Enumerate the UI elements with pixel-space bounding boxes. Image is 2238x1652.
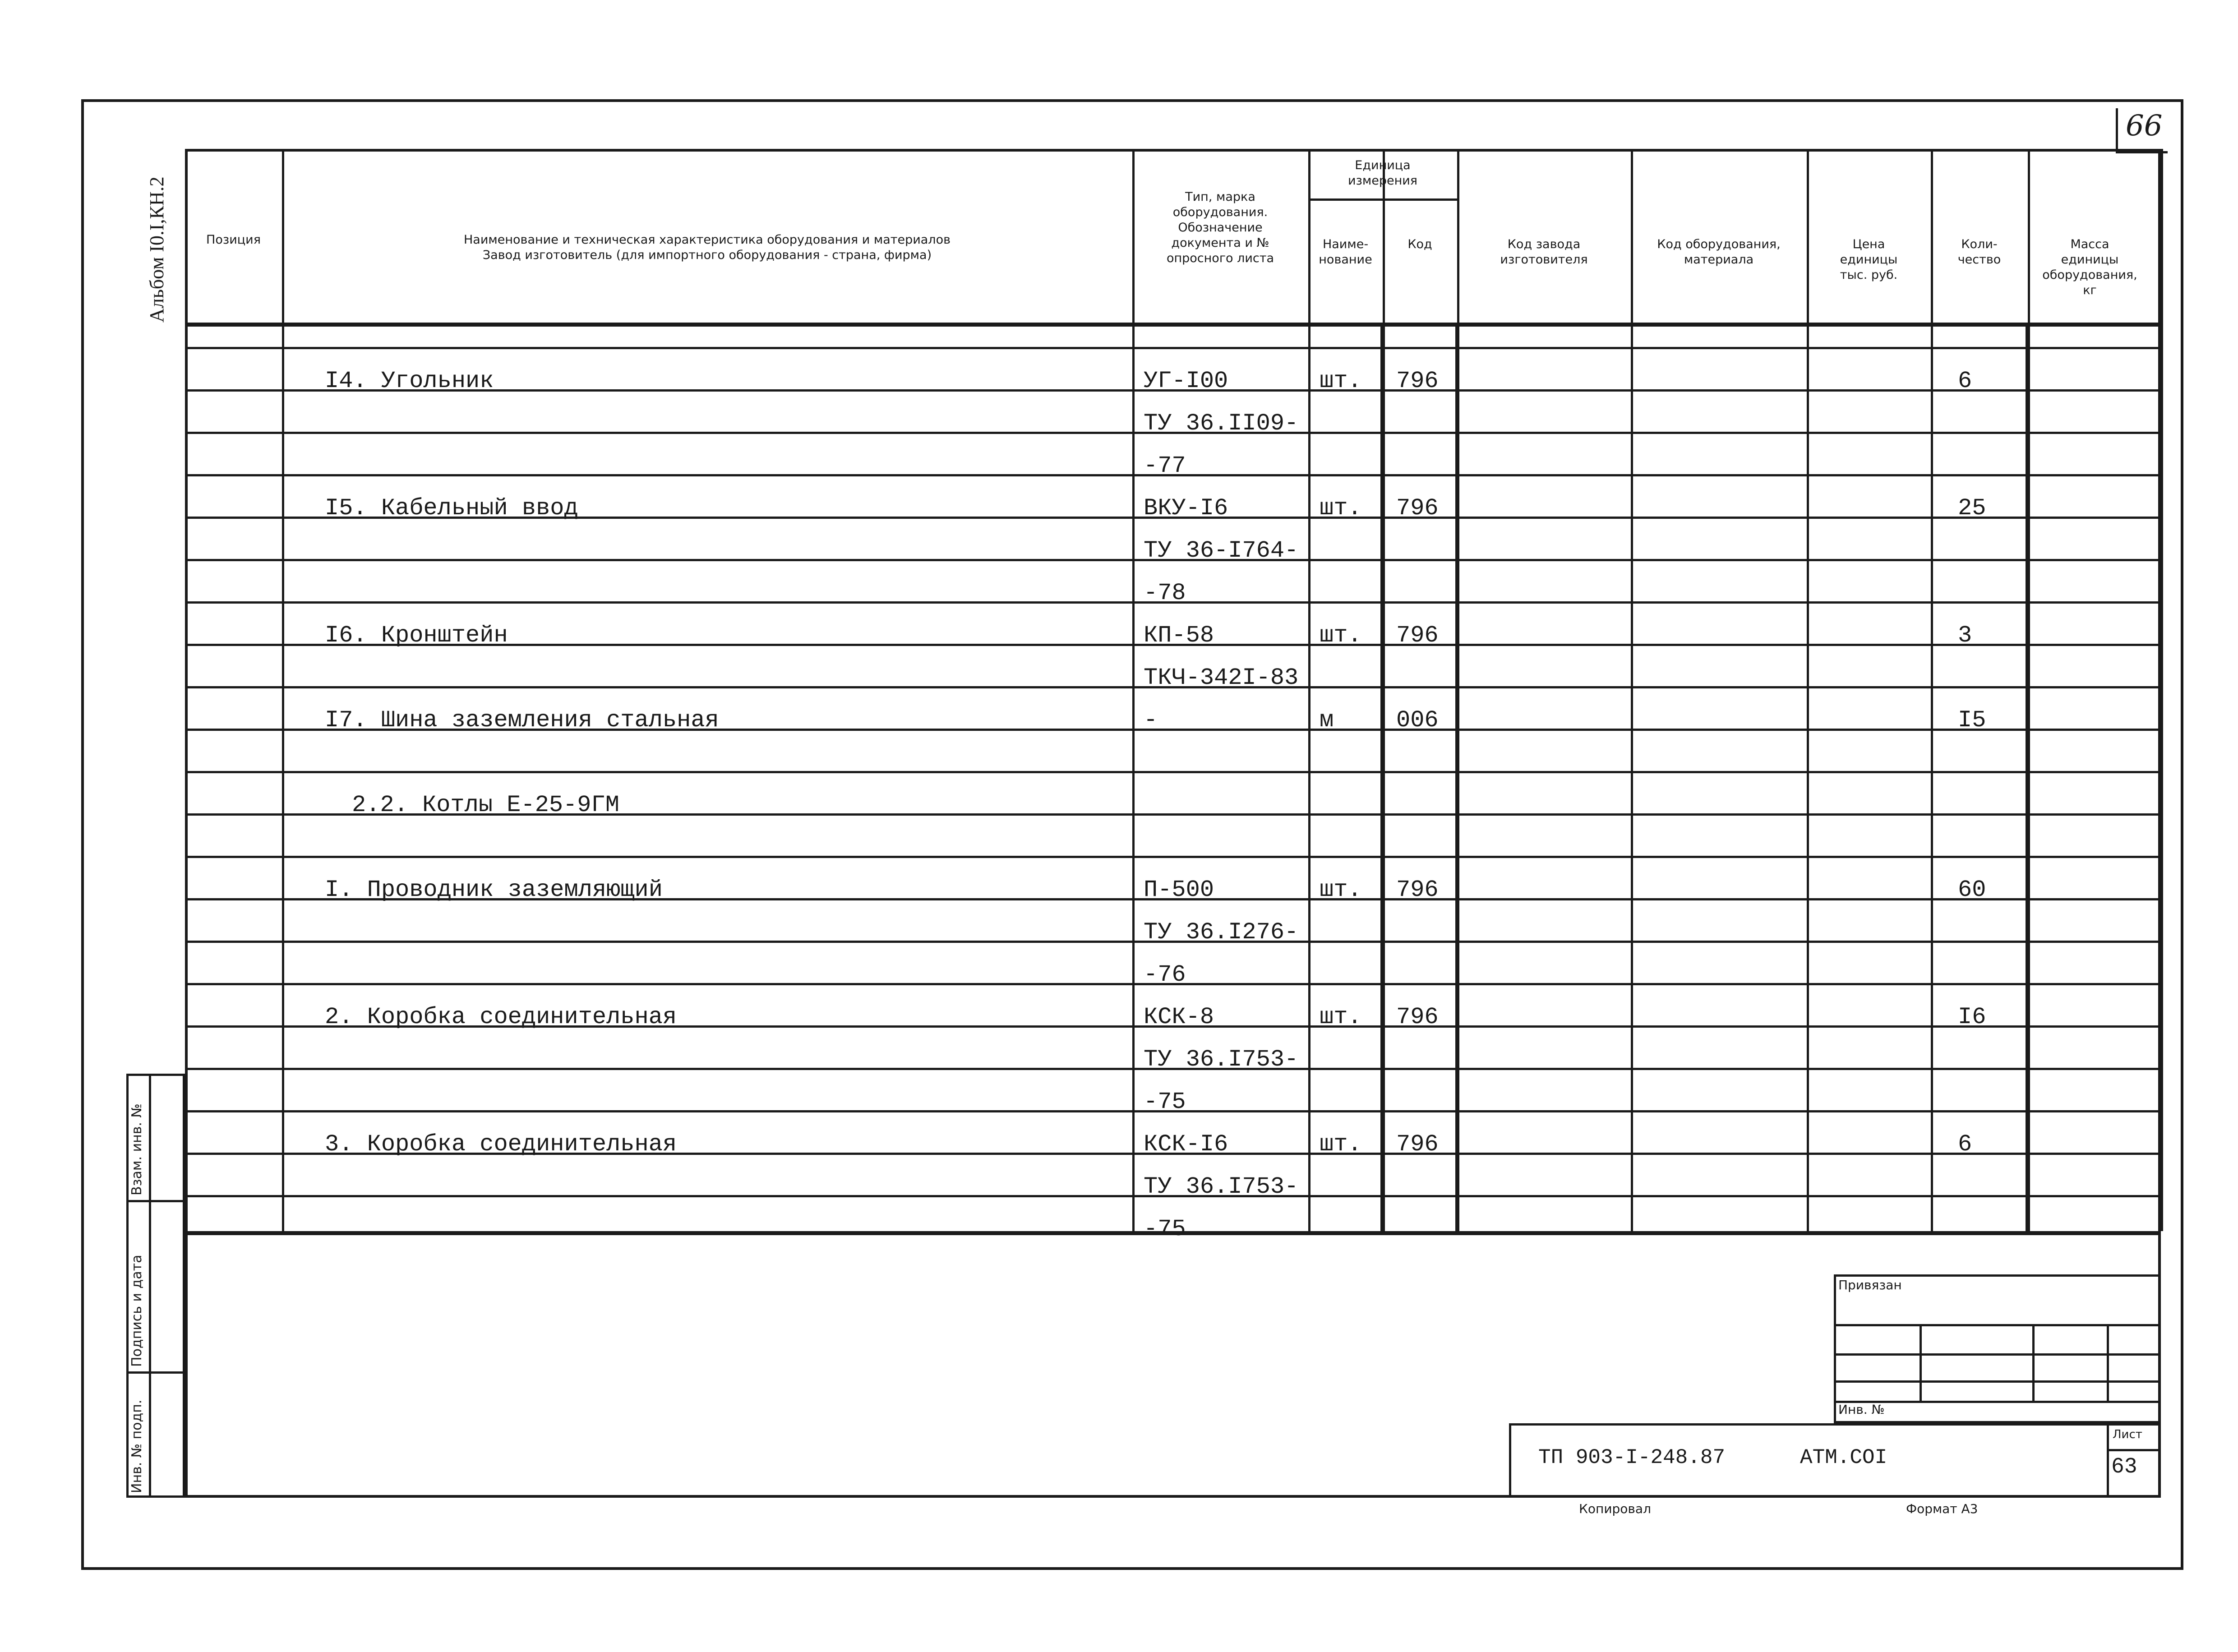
row-type-mark: П-500 — [1144, 877, 1214, 903]
linked-rule — [1834, 1324, 2161, 1326]
page-number-handwritten: 66 — [2126, 109, 2163, 143]
row-unit-code: 796 — [1396, 368, 1439, 394]
row-type-mark: ТКЧ-342I-83 — [1144, 664, 1299, 691]
row-unit-code: 796 — [1396, 1004, 1439, 1030]
row-unit-name: м — [1320, 707, 1334, 734]
row-unit-code: 796 — [1396, 1131, 1439, 1158]
row-type-mark: ТУ 36.I753- — [1144, 1173, 1299, 1200]
row-type-mark: УГ-I00 — [1144, 368, 1228, 394]
row-unit-name: шт. — [1320, 622, 1362, 649]
side-stamp-divider — [149, 1074, 151, 1498]
row-name: I5. Кабельный ввод — [325, 495, 578, 521]
row-type-mark: ТУ 36.II09- — [1144, 410, 1299, 437]
row-name: I. Проводник заземляющий — [325, 877, 663, 903]
row-type-mark: -75 — [1144, 1089, 1186, 1115]
row-name: 2.2. Котлы Е-25-9ГМ — [352, 792, 619, 818]
header-quantity: Коли- чество — [1957, 237, 2001, 267]
header-equipment-code: Код оборудования, материала — [1657, 237, 1781, 267]
document-code: ТП 903-I-248.87 — [1538, 1446, 1726, 1469]
row-type-mark: ТУ 36.I276- — [1144, 919, 1299, 946]
row-type-mark: -76 — [1144, 961, 1186, 988]
row-unit-name: шт. — [1320, 368, 1362, 394]
header-bottom-rule — [185, 323, 2161, 327]
header-unit-group: Единица измерения — [1347, 158, 1418, 188]
row-quantity: I5 — [1958, 707, 1986, 734]
row-type-mark: КП-58 — [1144, 622, 1214, 649]
row-name: 2. Коробка соединительная — [325, 1004, 677, 1030]
title-divider — [2107, 1423, 2109, 1498]
row-type-mark: ТУ 36.I753- — [1144, 1046, 1299, 1073]
sheet-label: Лист — [2113, 1428, 2142, 1441]
mark-code: АТМ.COI — [1800, 1446, 1887, 1469]
row-rule — [185, 771, 2161, 773]
header-name: Наименование и техническая характеристика оборудования и материалов Завод изготовитель (для импортного оборудования - страна, фирма) — [463, 233, 951, 262]
row-type-mark: -75 — [1144, 1216, 1186, 1242]
row-unit-code: 796 — [1396, 877, 1439, 903]
linked-divider — [2107, 1324, 2109, 1401]
row-quantity: I6 — [1958, 1004, 1986, 1030]
format-label: Формат А3 — [1906, 1501, 1978, 1516]
row-type-mark: ТУ 36-I764- — [1144, 537, 1299, 564]
row-type-mark: КСК-I6 — [1144, 1131, 1228, 1158]
row-name: I4. Угольник — [325, 368, 494, 394]
header-unit-code: Код — [1407, 237, 1432, 251]
header-unit-mass: Масса единицы оборудования, кг — [2042, 237, 2137, 297]
row-quantity: 3 — [1958, 622, 1972, 649]
side-label-replace: Взам. инв. № — [129, 1103, 145, 1195]
row-rule — [185, 856, 2161, 858]
row-rule — [185, 347, 2161, 349]
title-rule — [2107, 1449, 2161, 1451]
row-type-mark: ВКУ-I6 — [1144, 495, 1228, 521]
linked-divider — [1920, 1324, 1922, 1401]
row-unit-name: шт. — [1320, 495, 1362, 521]
column-divider-thick — [1380, 323, 1384, 1231]
linked-rule — [1834, 1353, 2161, 1356]
header-unit-name: Наиме- нование — [1319, 237, 1372, 267]
linked-rule — [1834, 1380, 2161, 1383]
album-label: Альбом I0.I,КН.2 — [146, 176, 168, 323]
row-unit-name: шт. — [1320, 1004, 1362, 1030]
row-quantity: 6 — [1958, 1131, 1972, 1158]
row-name: I7. Шина заземления стальная — [325, 707, 719, 734]
header-top-rule — [185, 149, 2161, 151]
header-position: Позиция — [206, 233, 261, 247]
inventory-label: Инв. № — [1838, 1402, 1885, 1417]
row-quantity: 6 — [1958, 368, 1972, 394]
row-unit-code: 796 — [1396, 622, 1439, 649]
row-unit-name: шт. — [1320, 1131, 1362, 1158]
column-divider — [2161, 149, 2163, 1231]
header-type-mark: Тип, марка оборудования. Обозначение документа и № опросного листа — [1166, 190, 1274, 265]
row-quantity: 60 — [1958, 877, 1986, 903]
row-type-mark: -77 — [1144, 452, 1186, 479]
side-label-signature: Подпись и дата — [129, 1255, 145, 1367]
side-stamp-rule — [126, 1200, 185, 1202]
column-divider-thick — [2026, 323, 2030, 1231]
row-name: 3. Коробка соединительная — [325, 1131, 677, 1158]
side-label-inventory: Инв. № подп. — [129, 1399, 145, 1493]
linked-divider — [2032, 1324, 2035, 1401]
header-plant-code: Код завода изготовителя — [1500, 237, 1588, 267]
row-quantity: 25 — [1958, 495, 1986, 521]
column-divider-thick — [1455, 323, 1459, 1231]
header-unit-price: Цена единицы тыс. руб. — [1840, 237, 1898, 282]
row-type-mark: КСК-8 — [1144, 1004, 1214, 1030]
unit-group-rule — [1308, 198, 1457, 201]
copied-by-label: Копировал — [1579, 1501, 1651, 1516]
linked-label: Привязан — [1838, 1278, 1902, 1292]
row-type-mark: -78 — [1144, 580, 1186, 606]
row-type-mark: - — [1144, 707, 1158, 734]
side-stamp-rule — [126, 1371, 185, 1374]
row-unit-code: 006 — [1396, 707, 1439, 734]
row-unit-name: шт. — [1320, 877, 1362, 903]
sheet-number: 63 — [2111, 1455, 2137, 1479]
row-name: I6. Кронштейн — [325, 622, 508, 649]
row-unit-code: 796 — [1396, 495, 1439, 521]
